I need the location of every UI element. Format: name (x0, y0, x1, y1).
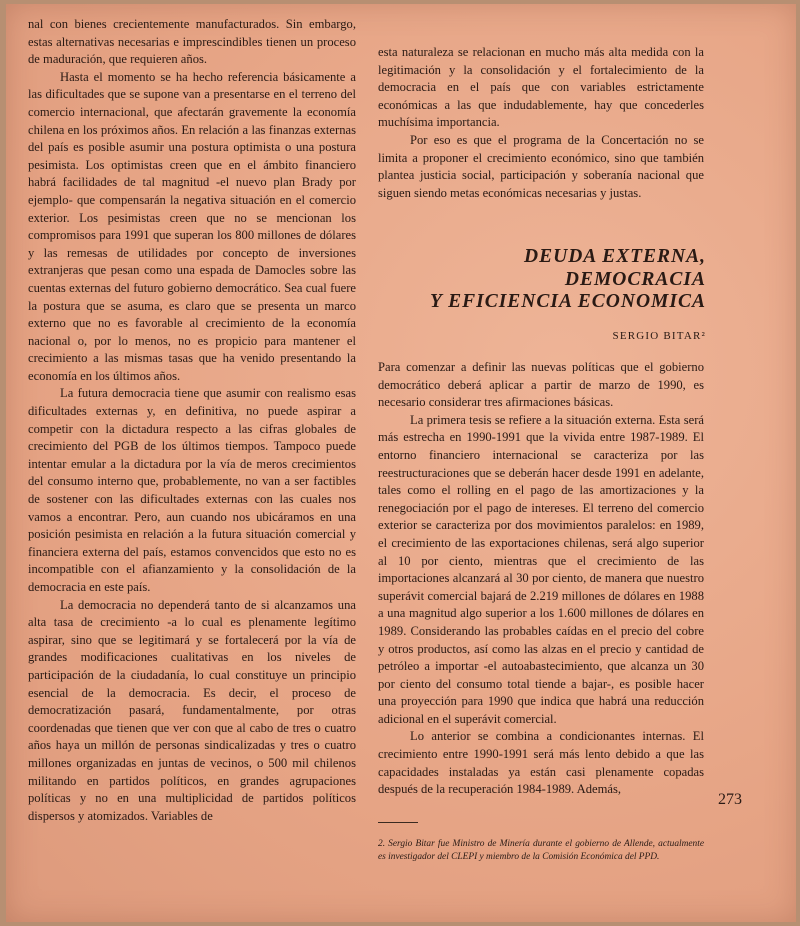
article-title-line-3: Y EFICIENCIA ECONOMICA (430, 291, 706, 312)
footnote: 2. Sergio Bitar fue Ministro de Minería durante el gobierno de Allende, actualmente es investigador del CLEPI y miembro de la Comisión Económica del PPD. (378, 839, 704, 862)
article-title (426, 246, 706, 314)
article-author: SERGIO BITAR² (612, 330, 706, 342)
right-column-body (378, 359, 704, 799)
article-title-line-1: DEUDA EXTERNA, (524, 246, 706, 267)
footnote-divider (378, 822, 418, 823)
left-paragraph-3: La futura democracia tiene que asumir con realismo esas dificultades externas y, en definitiva, no puede aspirar a competir con la dictadura respecto a las cifras globales de crecimiento del PGB de los últimos tiempos. Tampoco puede intentar emular a la dictadura por la vía de meros crecimientos del consumo interno que, probablemente, no van a ser factibles de sostener con las dificultades externas con las cuales nos vamos a encontrar. Pero, aun cuando nos ubicáramos en una posición pesimista en relación a la futura situación comercial y financiera externa del país, estamos convencidos que esto no es incompatible con el afianzamiento y la consolidación de la democracia en este país. (28, 386, 356, 594)
article-title-line-2: DEMOCRACIA (564, 268, 706, 290)
right-body-paragraph-1: Para comenzar a definir las nuevas políticas que el gobierno democrático deberá aplicar a partir de marzo de 1990, es necesario considerar tres afirmaciones básicas. (378, 360, 704, 410)
left-paragraph-2: Hasta el momento se ha hecho referencia básicamente a las dificultades que se supone van a presentarse en el terreno del comercio internacional, que afectarán gravemente la economía chilena en los próximos años. En relación a las finanzas externas del país es posible asumir una postura optimista o una postura pesimista. Los optimistas creen que en el ámbito financiero habrá facilidades de tal magnitud -el nuevo plan Brady por ejemplo- que compensarán la negativa situación en el comercio exterior. Los pesimistas creen que no se mencionan los compromisos para 1991 que superan los 800 millones de dólares y las remesas de utilidades por concepto de inversiones extranjeras que pesan como una espada de Damocles sobre las cuentas externas del futuro gobierno democrático. Sea cual fuere la postura que se asuma, es claro que se presenta un marco externo que no es favorable al crecimiento de la economía nacional o, por lo menos, no es propicio para mantener el crecimiento a las mismas tasas que ha venido presentando la economía en los últimos años. (28, 69, 356, 383)
left-paragraph-1: nal con bienes crecientemente manufacturados. Sin embargo, estas alternativas necesarias e imprescindibles tienen un proceso de maduración, que requieren años. (28, 17, 356, 67)
right-body-paragraph-2: La primera tesis se refiere a la situación externa. Esta será más estrecha en 1990-1991 que la vivida entre 1987-1989. El entorno financiero internacional se caracteriza por las reestructuraciones que se deberán hacer desde 1991 en adelante, tales como el rolling en el pago de las amortizaciones y la renegociación por el pago de intereses. El terreno del comercio exterior se caracteriza por dos movimientos paralelos: en 1989, el crecimiento de las exportaciones chilenas, será algo superior al 10 por ciento, mientras que el crecimiento de las importaciones alcanzará al 30 por ciento, de manera que nuestro superávit comercial bajará de 2.219 millones de dólares en 1988 a una magnitud algo superior a los 1.600 millones de dólares en 1989. Considerando las probables caídas en el precio del cobre y otros productos, así como las alzas en el precio y cantidad de petróleo a importar -el autoabastecimiento, que alcanza un 30 por ciento del consumo total tiende a bajar-, es posible hacer una proyección para 1990 que indica que habrá una reducción adicional en el superávit comercial. (378, 412, 704, 726)
right-body-paragraph-3: Lo anterior se combina a condicionantes internas. El crecimiento entre 1990-1991 será más lento debido a que las capacidades instaladas ya están casi plenamente copadas después de la recuperación 1984-1989. Además, (378, 729, 704, 797)
left-paragraph-4: La democracia no dependerá tanto de si alcanzamos una alta tasa de crecimiento -a lo cual es plenamente legítimo aspirar, sino que se legitimará y se fortalecerá por la vía de grandes modificaciones cualitativas en los niveles de participación de la ciudadanía, lo cual constituye un principio esencial de la democracia. Es decir, el proceso de democratización pasará, fundamentalmente, por otras coordenadas que tienen que ver con que al cabo de tres o cuatro años haya un millón de personas sindicalizadas y tres o cuatro millones organizadas en juntas de vecinos, o 500 mil chilenos militando en partidos políticos, en grandes agrupaciones políticas y no en una multiplicidad de partidos políticos dispersos y atomizados. Variables de (28, 597, 356, 823)
page-number: 273 (718, 791, 742, 808)
book-page (6, 4, 796, 922)
left-column (28, 16, 356, 825)
right-column-top (378, 44, 704, 202)
right-top-paragraph-2: Por eso es que el programa de la Concertación no se limita a proponer el crecimiento económico, sino que también plantea justicia social, participación y soberanía nacional que siguen siendo metas económicas necesarias y justas. (378, 132, 704, 200)
right-top-paragraph-1: esta naturaleza se relacionan en mucho más alta medida con la legitimación y la consolidación y el fortalecimiento de la democracia en el país que con variables estrictamente económicas a las que indudablemente, hay que concederles muchísima importancia. (378, 45, 704, 130)
